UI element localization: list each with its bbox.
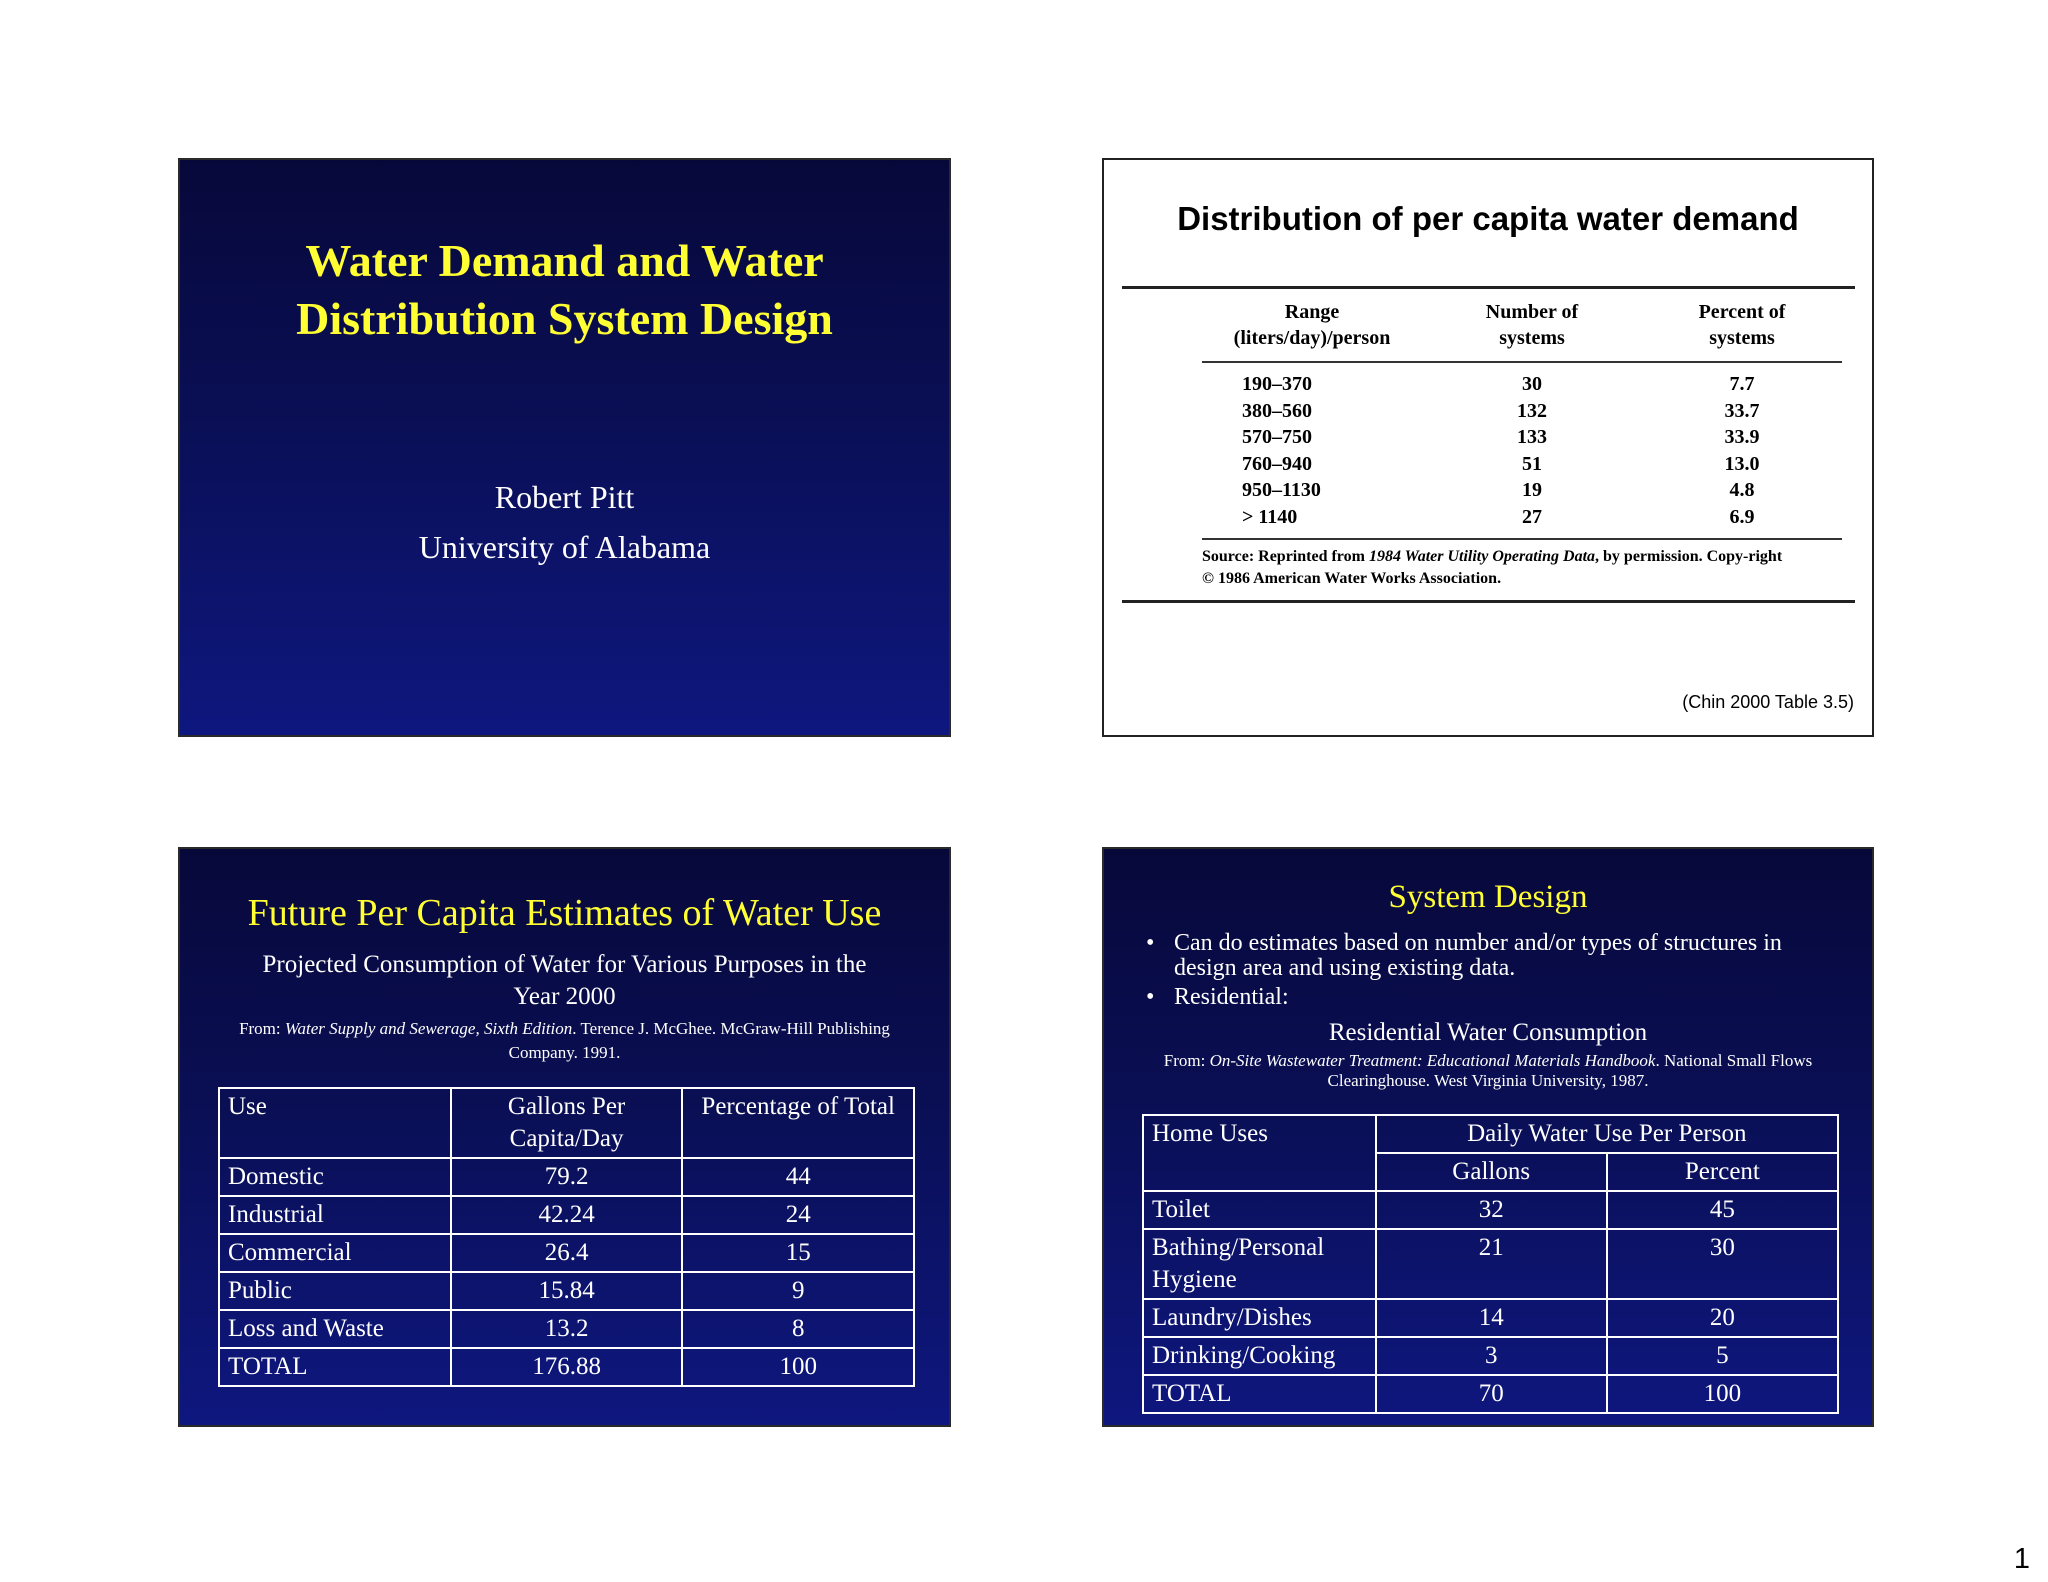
header-number-line1: Number of [1485, 301, 1579, 323]
cell-percentage: 24 [682, 1196, 914, 1234]
table-row [1143, 1337, 1838, 1375]
header-range [1202, 289, 1422, 357]
header-percent: Percent [1607, 1153, 1838, 1191]
table-row [1143, 1229, 1838, 1299]
table-row [1202, 398, 1842, 425]
source-citation [1144, 1051, 1832, 1091]
table-row [1143, 1191, 1838, 1229]
from-title: Water Supply and Sewerage, Sixth Edition [284, 1019, 573, 1038]
bullet-marker: • [1146, 984, 1155, 1010]
cell-use: Toilet [1143, 1191, 1376, 1229]
cell-percentage: 44 [682, 1158, 914, 1196]
header-percentage: Percentage of Total [682, 1088, 914, 1158]
cell-percentage: 15 [682, 1234, 914, 1272]
cell-range: 190–370 [1242, 373, 1312, 395]
cell-gallons: 32 [1376, 1191, 1607, 1229]
bullet-item [1142, 985, 1832, 1010]
cell-percent: 4.8 [1729, 479, 1755, 501]
cell-range: > 1140 [1242, 505, 1298, 528]
header-daily-use: Daily Water Use Per Person [1376, 1115, 1838, 1153]
table-row [1202, 477, 1842, 504]
author-name: Robert Pitt [494, 479, 635, 515]
cell-number: 51 [1522, 452, 1542, 475]
cell-gallons: 15.84 [451, 1272, 683, 1310]
cell-percent: 45 [1607, 1191, 1838, 1229]
slide-subtitle: Projected Consumption of Water for Various Purposes in the Year 2000 [262, 951, 867, 1010]
author-affiliation: University of Alabama [418, 529, 711, 565]
cell-percent: 33.7 [1724, 399, 1760, 422]
table-row [1202, 424, 1842, 451]
slide-future-estimates [178, 847, 951, 1427]
header-range-line1: Range [1284, 301, 1340, 323]
from-suffix: . Terence J. McGhee. McGraw-Hill Publishing Company. 1991. [508, 1019, 890, 1062]
header-home-uses: Home Uses [1143, 1115, 1376, 1191]
table-bottom-rule [1122, 600, 1855, 603]
header-gallons: Gallons Per Capita/Day [451, 1088, 683, 1158]
cell-percent: 5 [1607, 1337, 1838, 1375]
cell-use: Loss and Waste [219, 1310, 451, 1348]
table-row [219, 1158, 914, 1196]
cell-use: Industrial [219, 1196, 451, 1234]
table-row [219, 1196, 914, 1234]
from-prefix: From: [239, 1019, 285, 1038]
table-row [1202, 371, 1842, 398]
header-number [1422, 289, 1642, 357]
cell-number: 132 [1517, 399, 1547, 422]
scanned-table [1122, 286, 1855, 603]
cell-gallons: 13.2 [451, 1310, 683, 1348]
cell-percent: 33.9 [1724, 426, 1760, 448]
slide-heading: Distribution of per capita water demand [1177, 200, 1799, 237]
from-suffix: . National Small Flows Clearinghouse. West Virginia University, 1987. [1327, 1051, 1813, 1090]
cell-gallons: 79.2 [451, 1158, 683, 1196]
cell-percentage: 9 [682, 1272, 914, 1310]
header-use: Use [219, 1088, 451, 1158]
cell-use: Commercial [219, 1234, 451, 1272]
cell-use: Bathing/Personal Hygiene [1143, 1229, 1376, 1299]
title-line-1: Water Demand and Water [305, 235, 824, 286]
table-row [1143, 1299, 1838, 1337]
table-row [219, 1348, 914, 1386]
cell-number: 19 [1522, 479, 1542, 501]
water-use-table [218, 1087, 915, 1387]
slide-heading: System Design [1388, 879, 1588, 915]
cell-percent: 6.9 [1729, 505, 1755, 528]
cell-use: Public [219, 1272, 451, 1310]
header-percent-line2: systems [1709, 327, 1775, 349]
slide-title-heading [180, 232, 949, 348]
table-row [219, 1272, 914, 1310]
bullet-text: Can do estimates based on number and/or types of structures in design area and using existing data. [1174, 930, 1782, 981]
cell-range: 570–750 [1242, 426, 1312, 448]
cell-use: TOTAL [219, 1348, 451, 1386]
source-citation [220, 1017, 909, 1065]
table-row [1202, 504, 1842, 531]
from-prefix: From: [1163, 1051, 1210, 1070]
cell-percent: 100 [1607, 1375, 1838, 1413]
table-row [1143, 1375, 1838, 1413]
cell-use: TOTAL [1143, 1375, 1376, 1413]
cell-use: Drinking/Cooking [1143, 1337, 1376, 1375]
from-title: On-Site Wastewater Treatment: Educational Materials Handbook [1209, 1051, 1656, 1070]
source-suffix: , by permission. Copy-right © 1986 American Water Works Association. [1202, 548, 1783, 587]
slide-heading: Future Per Capita Estimates of Water Use [247, 892, 882, 934]
cell-percentage: 8 [682, 1310, 914, 1348]
source-title: 1984 Water Utility Operating Data [1368, 548, 1596, 565]
cell-range: 380–560 [1242, 399, 1312, 422]
cell-gallons: 70 [1376, 1375, 1607, 1413]
header-percent-line1: Percent of [1698, 301, 1786, 323]
cell-percent: 13.0 [1724, 452, 1760, 475]
cell-number: 30 [1522, 373, 1542, 395]
slide-subtitle: Residential Water Consumption [1328, 1019, 1648, 1046]
cell-gallons: 14 [1376, 1299, 1607, 1337]
table-row [219, 1234, 914, 1272]
table-header-row [1202, 289, 1842, 357]
bullet-item [1142, 931, 1832, 981]
residential-consumption-table [1142, 1114, 1839, 1414]
slide-distribution [1102, 158, 1874, 737]
author-block [180, 472, 949, 572]
citation: (Chin 2000 Table 3.5) [1682, 692, 1854, 712]
slide-title [178, 158, 951, 737]
bullet-text: Residential: [1174, 984, 1289, 1010]
cell-percent: 7.7 [1729, 373, 1755, 395]
bullet-list [1142, 931, 1832, 1014]
header-number-line2: systems [1499, 327, 1565, 349]
cell-range: 950–1130 [1242, 479, 1321, 501]
distribution-table [1202, 289, 1842, 540]
cell-gallons: 21 [1376, 1229, 1607, 1299]
header-range-line2: (liters/day)/person [1233, 327, 1391, 349]
table-header-row [219, 1088, 914, 1158]
header-gallons: Gallons [1376, 1153, 1607, 1191]
cell-range: 760–940 [1242, 452, 1312, 475]
cell-gallons: 3 [1376, 1337, 1607, 1375]
cell-use: Domestic [219, 1158, 451, 1196]
table-row [1202, 451, 1842, 478]
cell-gallons: 26.4 [451, 1234, 683, 1272]
cell-number: 133 [1517, 426, 1547, 448]
header-percent [1642, 289, 1842, 357]
cell-gallons: 176.88 [451, 1348, 683, 1386]
slide-system-design [1102, 847, 1874, 1427]
table-row [219, 1310, 914, 1348]
header-rule [1202, 361, 1842, 363]
title-line-2: Distribution System Design [296, 293, 833, 344]
table-header-row [1143, 1115, 1838, 1153]
page-number: 1 [2013, 1543, 2030, 1575]
cell-use: Laundry/Dishes [1143, 1299, 1376, 1337]
source-prefix: Source: Reprinted from [1202, 548, 1369, 565]
source-note [1202, 540, 1792, 600]
cell-percentage: 100 [682, 1348, 914, 1386]
cell-gallons: 42.24 [451, 1196, 683, 1234]
cell-percent: 30 [1607, 1229, 1838, 1299]
bullet-marker: • [1146, 930, 1155, 956]
cell-percent: 20 [1607, 1299, 1838, 1337]
cell-number: 27 [1522, 505, 1542, 528]
